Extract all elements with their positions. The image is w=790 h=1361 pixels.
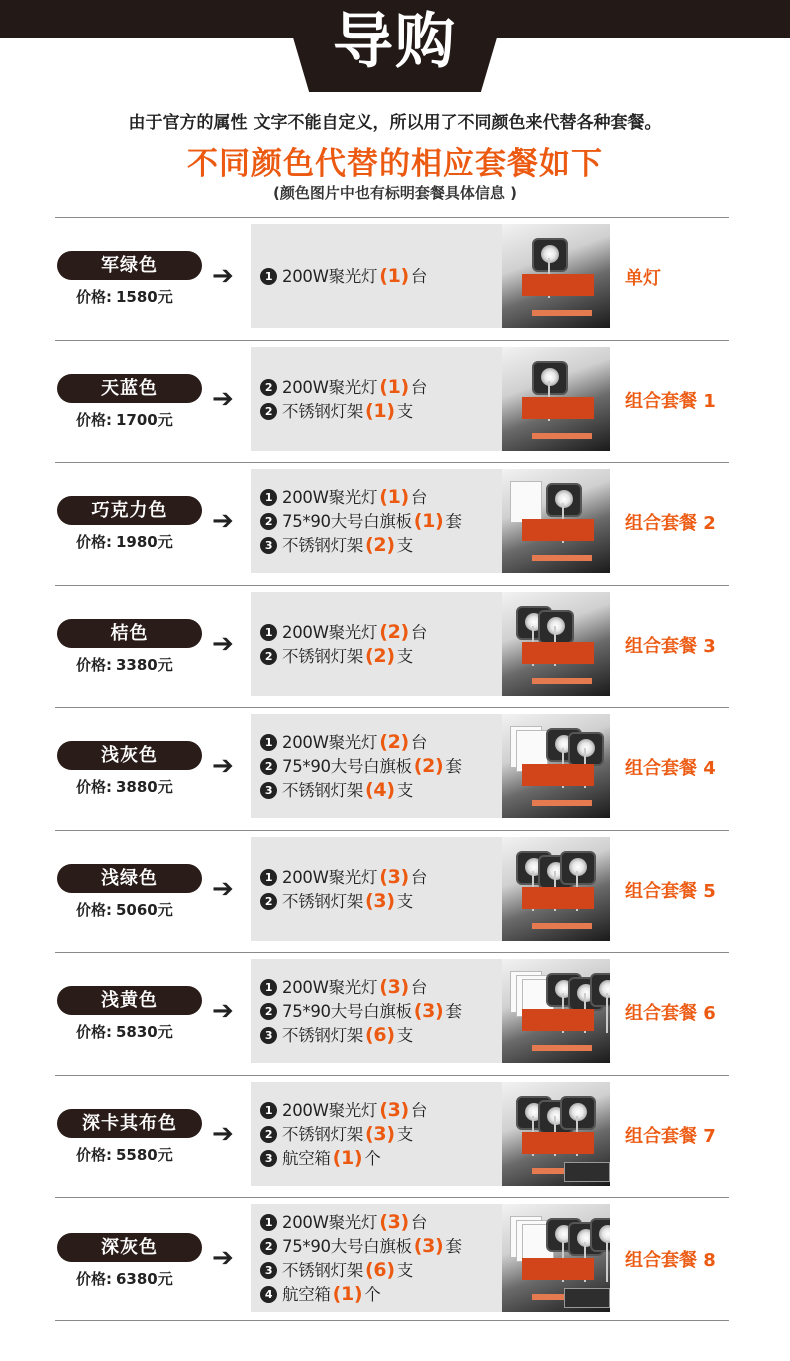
package-contents-box [251,1204,503,1312]
item-quantity: (6) [365,1259,395,1281]
item-quantity: (1) [332,1146,363,1169]
item-number-badge: 3 [260,1262,277,1279]
product-caption [532,1045,592,1051]
item-number-badge: 2 [260,893,277,910]
flight-case-image [564,1162,610,1182]
item-name: 75*90大号白旗板 [282,1237,412,1256]
item-unit: 支 [396,536,413,555]
item-number-badge: 2 [260,758,277,775]
price-line [76,654,173,675]
item-line [260,1023,505,1047]
price-label: 价格: [76,288,112,306]
item-quantity: (3) [379,865,409,888]
item-name: 航空箱 [282,1148,331,1168]
arrow-right-icon: ➔ [212,261,234,291]
item-number-badge: 3 [260,537,277,554]
price-value: 6380元 [116,1270,173,1288]
item-line [260,485,505,509]
arrow-right-icon: ➔ [212,873,234,904]
product-photo [502,837,610,941]
item-name: 200W聚光灯 [282,867,378,887]
color-option-pill[interactable]: 深卡其布色 [57,1109,202,1138]
spotlight-image [532,361,568,395]
item-name: 200W聚光灯 [282,267,378,286]
item-unit: 台 [410,733,428,752]
item-unit: 支 [396,646,413,666]
item-name: 75*90大号白旗板 [282,757,412,776]
price-label: 价格: [76,655,112,674]
item-name: 200W聚光灯 [282,488,378,507]
item-line [260,1210,505,1234]
product-caption [532,800,592,806]
item-name: 不锈钢灯架 [282,781,364,800]
color-option-pill[interactable]: 深灰色 [57,1233,202,1262]
product-caption [532,433,592,439]
package-row [0,462,790,584]
item-quantity: (3) [413,1235,444,1257]
item-quantity: (6) [365,1024,395,1046]
spotlight-image [538,610,574,644]
item-unit: 台 [410,488,428,507]
price-line [76,409,173,430]
spotlight-image [546,483,582,517]
package-name: 组合套餐 4 [625,758,716,779]
item-number-badge: 2 [260,1126,277,1143]
item-unit: 台 [410,267,428,286]
headline: 不同颜色代替的相应套餐如下 [187,146,603,182]
item-quantity: (1) [379,265,409,287]
price-value: 5830元 [116,1023,173,1041]
package-name: 组合套餐 5 [625,880,716,902]
item-unit: 台 [410,1100,428,1120]
page-title: 导购 [333,7,457,77]
item-name: 不锈钢灯架 [282,401,364,421]
item-list [260,375,505,423]
arrow-right-icon: ➔ [212,506,234,536]
spotlight-image [568,732,604,766]
item-quantity: (3) [413,1000,444,1022]
item-quantity: (3) [365,889,395,912]
package-contents-box [251,714,503,818]
item-quantity: (3) [365,1122,395,1145]
package-row [0,217,790,339]
item-line [260,865,505,889]
package-contents-box [251,592,503,696]
item-quantity: (3) [379,1098,409,1121]
spotlight-image [560,851,596,885]
package-row [0,340,790,462]
item-line [260,999,505,1023]
item-unit: 套 [445,757,462,776]
package-row [0,707,790,829]
price-line [76,286,173,307]
item-quantity: (2) [413,755,444,777]
item-unit: 台 [410,978,428,997]
price-line [76,1021,173,1042]
item-unit: 支 [396,1026,413,1045]
item-list [260,975,505,1047]
product-photo [502,1204,610,1312]
item-line [260,509,505,533]
item-line [260,1098,505,1122]
package-name: 单灯 [625,268,661,289]
item-line [260,1146,505,1170]
package-row [0,952,790,1074]
item-line [260,730,505,754]
color-option-pill[interactable]: 巧克力色 [57,496,202,525]
spotlight-image [532,238,568,272]
product-photo [502,469,610,573]
item-name: 200W聚光灯 [282,1213,378,1232]
price-line [76,1268,173,1289]
package-row [0,1197,790,1319]
item-list [260,730,505,802]
item-line [260,1258,505,1282]
item-unit: 套 [445,512,462,531]
item-name: 200W聚光灯 [282,1100,378,1120]
item-unit: 支 [396,1261,413,1280]
item-line [260,533,505,557]
item-quantity: (4) [365,779,395,801]
item-unit: 套 [445,1002,462,1021]
item-quantity: (2) [365,644,395,667]
item-unit: 支 [396,401,413,421]
price-label: 价格: [76,900,112,919]
product-label-banner [522,1258,594,1280]
price-label: 价格: [76,1270,112,1288]
item-quantity: (1) [379,486,409,508]
item-quantity: (3) [379,1211,409,1233]
item-unit: 台 [410,622,428,642]
item-line [260,975,505,999]
item-number-badge: 1 [260,734,277,751]
item-name: 不锈钢灯架 [282,1124,364,1144]
item-list [260,264,505,288]
intro-text: 由于官方的属性 文字不能自定义，所以用了不同颜色来代替各种套餐。 [128,113,662,133]
item-line [260,620,505,644]
product-caption [532,678,592,684]
item-number-badge: 1 [260,979,277,996]
item-name: 不锈钢灯架 [282,536,364,555]
price-line [76,1144,173,1165]
spotlight-image [560,1096,596,1130]
item-line [260,399,505,423]
product-photo [502,592,610,696]
item-unit: 个 [364,1285,381,1304]
item-number-badge: 3 [260,782,277,799]
item-list [260,1210,505,1306]
item-quantity: (1) [413,510,444,532]
color-option-pill[interactable]: 天蓝色 [57,374,202,403]
product-caption [532,555,592,561]
item-number-badge: 3 [260,1150,277,1167]
color-option-pill[interactable]: 军绿色 [57,251,202,280]
item-number-badge: 2 [260,403,277,420]
item-quantity: (1) [379,375,409,398]
item-number-badge: 1 [260,1214,277,1231]
item-line [260,1282,505,1306]
item-quantity: (1) [332,1283,363,1305]
price-label: 价格: [76,1023,112,1041]
item-number-badge: 2 [260,513,277,530]
flag-panel-image [510,481,542,523]
package-contents-box [251,347,503,451]
item-quantity: (2) [365,534,395,556]
item-number-badge: 1 [260,869,277,886]
item-number-badge: 4 [260,1286,277,1303]
item-line [260,778,505,802]
item-line [260,754,505,778]
product-label-banner [522,1009,594,1031]
item-list [260,485,505,557]
product-label-banner [522,642,594,664]
item-line [260,1122,505,1146]
item-line [260,889,505,913]
package-contents-box [251,1082,503,1186]
price-label: 价格: [76,533,112,551]
price-value: 3880元 [116,778,173,796]
package-contents-box [251,224,503,328]
item-list [260,620,505,668]
item-unit: 台 [410,1213,428,1232]
arrow-right-icon: ➔ [212,1118,234,1149]
product-caption [532,310,592,316]
price-label: 价格: [76,1145,112,1164]
item-quantity: (1) [365,399,395,422]
item-name: 航空箱 [282,1285,331,1304]
arrow-right-icon: ➔ [212,383,234,414]
item-number-badge: 2 [260,379,277,396]
package-row [0,585,790,707]
price-value: 5580元 [116,1145,173,1164]
item-name: 200W聚光灯 [282,978,378,997]
item-name: 75*90大号白旗板 [282,512,412,531]
product-label-banner [522,274,594,296]
item-number-badge: 2 [260,1238,277,1255]
package-name: 组合套餐 6 [625,1003,716,1024]
item-name: 不锈钢灯架 [282,1026,364,1045]
item-list [260,865,505,913]
item-line [260,264,505,288]
item-line [260,1234,505,1258]
product-photo [502,714,610,818]
product-photo [502,347,610,451]
product-photo [502,224,610,328]
color-option-pill[interactable]: 浅黄色 [57,986,202,1015]
arrow-right-icon: ➔ [212,628,234,659]
price-label: 价格: [76,410,112,429]
package-contents-box [251,469,503,573]
item-quantity: (3) [379,976,409,998]
item-number-badge: 2 [260,1003,277,1020]
item-unit: 套 [445,1237,462,1256]
price-line [76,531,173,552]
price-value: 1980元 [116,533,173,551]
item-list [260,1098,505,1170]
package-name: 组合套餐 8 [625,1250,716,1271]
item-line [260,644,505,668]
package-name: 组合套餐 7 [625,1125,716,1147]
item-number-badge: 1 [260,1102,277,1119]
product-photo [502,1082,610,1186]
item-unit: 个 [364,1148,381,1168]
product-caption [532,923,592,929]
item-number-badge: 2 [260,648,277,665]
product-label-banner [522,764,594,786]
subnote: (颜色图片中也有标明套餐具体信息 ) [273,184,517,202]
price-line [76,899,173,920]
item-name: 75*90大号白旗板 [282,1002,412,1021]
item-unit: 支 [396,1124,413,1144]
item-unit: 支 [396,891,413,911]
package-name: 组合套餐 2 [625,513,716,534]
item-unit: 台 [410,867,428,887]
color-option-pill[interactable]: 桔色 [57,619,202,648]
item-name: 不锈钢灯架 [282,646,364,666]
item-name: 不锈钢灯架 [282,891,364,911]
price-value: 5060元 [116,900,173,919]
arrow-right-icon: ➔ [212,996,234,1026]
package-name: 组合套餐 3 [625,635,716,657]
item-quantity: (2) [379,731,409,753]
item-number-badge: 1 [260,489,277,506]
item-unit: 支 [396,781,413,800]
divider-rule [55,1320,729,1321]
item-name: 不锈钢灯架 [282,1261,364,1280]
item-name: 200W聚光灯 [282,622,378,642]
product-label-banner [522,397,594,419]
price-line [76,776,173,797]
light-stand-image [606,993,608,1033]
product-photo [502,959,610,1063]
color-option-pill[interactable]: 浅绿色 [57,864,202,893]
price-label: 价格: [76,778,112,796]
product-label-banner [522,519,594,541]
price-value: 3380元 [116,655,173,674]
item-name: 200W聚光灯 [282,733,378,752]
color-option-pill[interactable]: 浅灰色 [57,741,202,770]
price-value: 1580元 [116,288,173,306]
arrow-right-icon: ➔ [212,751,234,781]
product-label-banner [522,1132,594,1154]
package-name: 组合套餐 1 [625,390,716,412]
item-name: 200W聚光灯 [282,377,378,397]
price-value: 1700元 [116,410,173,429]
item-number-badge: 1 [260,624,277,641]
item-unit: 台 [410,377,428,397]
item-line [260,375,505,399]
package-contents-box [251,959,503,1063]
light-stand-image [606,1242,608,1282]
item-number-badge: 3 [260,1027,277,1044]
item-quantity: (2) [379,620,409,643]
package-row [0,830,790,952]
flight-case-image [564,1288,610,1308]
arrow-right-icon: ➔ [212,1243,234,1273]
package-contents-box [251,837,503,941]
item-number-badge: 1 [260,268,277,285]
product-label-banner [522,887,594,909]
package-row [0,1075,790,1197]
